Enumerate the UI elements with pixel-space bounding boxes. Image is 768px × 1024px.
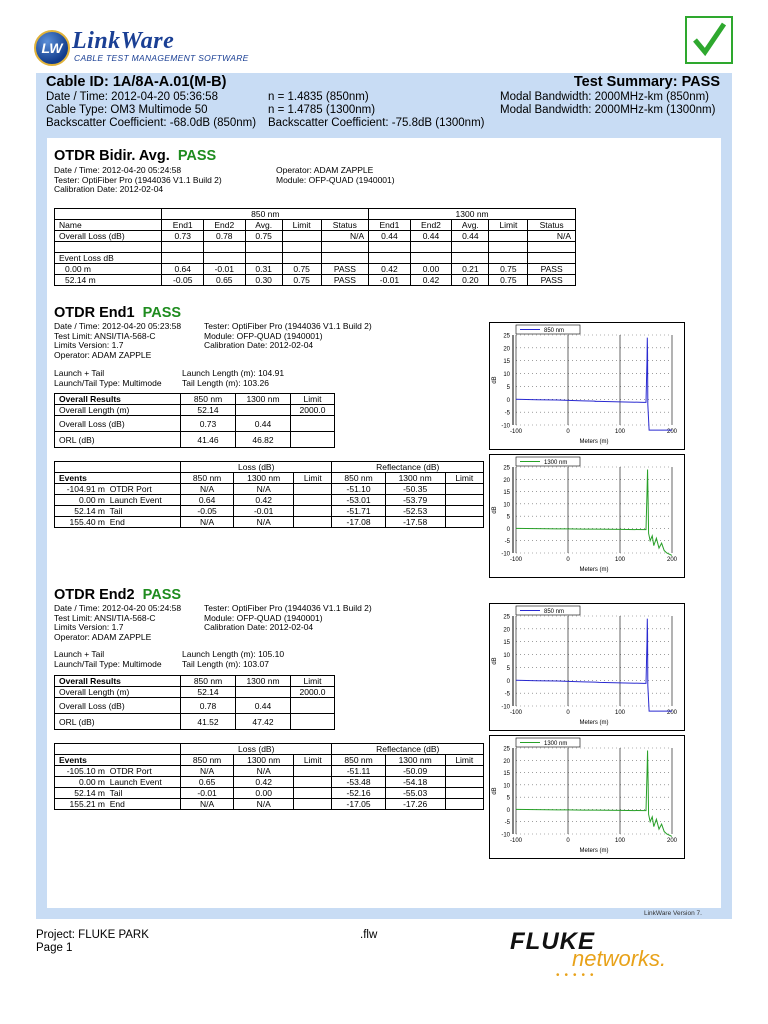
y-tick-label: -10 — [501, 832, 510, 839]
x-tick-label: 200 — [666, 710, 678, 716]
footer-file: .flw — [360, 929, 378, 941]
legend-label: 1300 nm — [544, 741, 568, 747]
y-tick-label: 25 — [503, 465, 510, 472]
y-tick-label: 15 — [503, 359, 510, 366]
table-row: 52.14 m Tail -0.05 -0.01 -51.71 -52.53 — [55, 506, 484, 517]
x-tick-label: 200 — [666, 429, 678, 435]
y-tick-label: 20 — [503, 627, 510, 634]
y-tick-label: 0 — [506, 526, 510, 533]
y-tick-label: 15 — [503, 771, 510, 778]
x-tick-label: 100 — [614, 429, 626, 435]
y-tick-label: 10 — [503, 653, 510, 660]
y-tick-label: 25 — [503, 746, 510, 753]
bidir-info-right: Operator: ADAM ZAPPLE Module: OFP-QUAD (1940001) — [276, 165, 395, 185]
y-tick-label: 0 — [506, 807, 510, 814]
x-tick-label: -100 — [509, 838, 523, 844]
y-axis-label: dB — [492, 506, 498, 514]
linkware-logo-badge: LW — [34, 30, 70, 66]
trace-svg — [490, 455, 684, 577]
x-tick-label: -100 — [509, 710, 523, 716]
end2-status: PASS — [142, 587, 182, 603]
software-version: LinkWare Version 7. — [644, 910, 702, 917]
x-tick-label: 0 — [566, 710, 570, 716]
trace-svg — [490, 323, 684, 449]
table-row: Event Loss dB — [55, 253, 576, 264]
linkware-logo-text: LinkWare — [72, 28, 175, 54]
table-row: 0.00 m Launch Event 0.65 0.42 -53.48 -54.18 — [55, 777, 484, 788]
legend-label: 850 nm — [544, 609, 565, 615]
header-info-middle: n = 1.4835 (850nm) n = 1.4785 (1300nm) Backscatter Coefficient: -75.8dB (1300nm) — [268, 91, 485, 129]
trace-chart-end2-850 — [489, 603, 685, 731]
y-tick-label: 20 — [503, 758, 510, 765]
trace-series-line — [516, 619, 672, 712]
table-row: -105.10 m OTDR Port N/A N/A -51.11 -50.09 — [55, 766, 484, 777]
trace-series-line — [516, 469, 672, 555]
bidir-header-row: Name End1 End2 Avg. Limit Status End1 End2 Avg. Limit Status — [55, 220, 576, 231]
trace-chart-end1-850 — [489, 322, 685, 450]
table-row: 155.40 m End N/A N/A -17.08 -17.58 — [55, 517, 484, 528]
y-tick-label: -10 — [501, 423, 510, 430]
x-tick-label: 100 — [614, 557, 626, 563]
y-tick-label: 20 — [503, 477, 510, 484]
y-tick-label: -10 — [501, 704, 510, 711]
x-tick-label: 100 — [614, 710, 626, 716]
y-axis-label: dB — [492, 787, 498, 795]
y-tick-label: 5 — [506, 795, 510, 802]
y-tick-label: -10 — [501, 551, 510, 558]
table-row: ORL (dB) 41.46 46.82 — [55, 432, 335, 448]
end1-info-right: Tester: OptiFiber Pro (1944036 V1.1 Build 2) Module: OFP-QUAD (1940001) Calibration Date: 2012-02-04 — [204, 321, 372, 350]
trace-chart-end2-1300 — [489, 735, 685, 859]
end1-launch: Launch + Tail Launch/Tail Type: Multimode — [54, 368, 162, 388]
x-tick-label: -100 — [509, 429, 523, 435]
end1-info-left: Date / Time: 2012-04-20 05:23:58 Test Limit: ANSI/TIA-568-C Limits Version: 1.7 Operator: ADAM ZAPPLE — [54, 321, 182, 360]
end1-events-table: Loss (dB) Reflectance (dB) Events 850 nm 1300 nm Limit 850 nm 1300 nm Limit -104.91 m OTDR Port N/A N/A -51.10 -50.35 0.00 m Launch Event 0.64 0.42 -53.01 -53.79 52.14 m Tail -0.05 -0.01 -51.71 -52.53 155.40 m End N/A N/A -17.08 -17.58 — [54, 461, 484, 528]
footer-project: Project: FLUKE PARK Page 1 — [36, 929, 149, 954]
x-tick-label: 0 — [566, 838, 570, 844]
y-tick-label: 5 — [506, 665, 510, 672]
y-tick-label: 0 — [506, 678, 510, 685]
table-row: 52.14 m -0.05 0.65 0.30 0.75 PASS -0.01 0.42 0.20 0.75 PASS — [55, 275, 576, 286]
y-axis-label: dB — [492, 657, 498, 665]
bidir-info-left: Date / Time: 2012-04-20 05:24:58 Tester: OptiFiber Pro (1944036 V1.1 Build 2) Calibration Date: 2012-02-04 — [54, 165, 222, 194]
networks-logo: networks. — [572, 946, 667, 971]
table-row: 0.00 m 0.64 -0.01 0.31 0.75 PASS 0.42 0.00 0.21 0.75 PASS — [55, 264, 576, 275]
end1-status: PASS — [142, 305, 182, 321]
end2-info-left: Date / Time: 2012-04-20 05:24:58 Test Limit: ANSI/TIA-568-C Limits Version: 1.7 Operator: ADAM ZAPPLE — [54, 603, 182, 642]
table-row: ORL (dB) 41.52 47.42 — [55, 714, 335, 730]
x-axis-label: Meters (m) — [579, 848, 609, 854]
y-tick-label: -5 — [504, 410, 510, 417]
pass-check-icon — [685, 16, 733, 64]
bidir-status: PASS — [177, 148, 217, 164]
y-tick-label: 25 — [503, 333, 510, 340]
x-tick-label: 100 — [614, 838, 626, 844]
end2-info-right: Tester: OptiFiber Pro (1944036 V1.1 Build 2) Module: OFP-QUAD (1940001) Calibration Date: 2012-02-04 — [204, 603, 372, 632]
brand-dots: ••••• — [556, 970, 599, 981]
x-axis-label: Meters (m) — [579, 720, 609, 726]
x-tick-label: 200 — [666, 838, 678, 844]
table-row: Overall Loss (dB) 0.73 0.44 — [55, 416, 335, 432]
y-tick-label: 5 — [506, 384, 510, 391]
table-row: 52.14 m Tail -0.01 0.00 -52.16 -55.03 — [55, 788, 484, 799]
y-axis-label: dB — [492, 376, 498, 384]
fluke-logo: FLUKE — [510, 928, 595, 955]
y-tick-label: 5 — [506, 514, 510, 521]
header-info-right: Modal Bandwidth: 2000MHz-km (850nm) Modal Bandwidth: 2000MHz-km (1300nm) — [500, 91, 716, 116]
trace-svg — [490, 604, 684, 730]
x-tick-label: -100 — [509, 557, 523, 563]
bidir-title: OTDR Bidir. Avg. PASS — [54, 148, 217, 164]
linkware-logo-subtitle: CABLE TEST MANAGEMENT SOFTWARE — [74, 53, 249, 63]
table-row: Overall Loss (dB) 0.78 0.44 — [55, 698, 335, 714]
end1-title: OTDR End1 PASS — [54, 305, 182, 321]
end2-lengths: Launch Length (m): 105.10 Tail Length (m): 103.07 — [182, 649, 285, 669]
trace-chart-end1-1300 — [489, 454, 685, 578]
y-tick-label: -5 — [504, 539, 510, 546]
table-row: Overall Length (m) 52.14 2000.0 — [55, 405, 335, 416]
trace-series-line — [516, 750, 672, 836]
end2-overall-table: Overall Results 850 nm 1300 nm Limit Overall Length (m) 52.14 2000.0 Overall Loss (dB) 0.78 0.44 ORL (dB) 41.52 47.42 — [54, 675, 335, 730]
y-tick-label: 0 — [506, 397, 510, 404]
x-tick-label: 0 — [566, 557, 570, 563]
end1-overall-table: Overall Results 850 nm 1300 nm Limit Overall Length (m) 52.14 2000.0 Overall Loss (dB) 0.73 0.44 ORL (dB) 41.46 46.82 — [54, 393, 335, 448]
header-info-left: Date / Time: 2012-04-20 05:36:58 Cable Type: OM3 Multimode 50 Backscatter Coefficient: -68.0dB (850nm) — [46, 91, 257, 129]
x-axis-label: Meters (m) — [579, 567, 609, 573]
cable-id: Cable ID: 1A/8A-A.01(M-B) — [46, 74, 227, 90]
x-tick-label: 200 — [666, 557, 678, 563]
y-tick-label: 10 — [503, 372, 510, 379]
table-row: Overall Loss (dB) 0.73 0.78 0.75 N/A 0.44 0.44 0.44 N/A — [55, 231, 576, 242]
end2-title: OTDR End2 PASS — [54, 587, 182, 603]
table-row: 0.00 m Launch Event 0.64 0.42 -53.01 -53.79 — [55, 495, 484, 506]
table-row: Overall Length (m) 52.14 2000.0 — [55, 687, 335, 698]
y-tick-label: 20 — [503, 346, 510, 353]
y-tick-label: 10 — [503, 502, 510, 509]
trace-series-line — [516, 338, 672, 431]
x-axis-label: Meters (m) — [579, 439, 609, 445]
table-row: -104.91 m OTDR Port N/A N/A -51.10 -50.35 — [55, 484, 484, 495]
y-tick-label: 15 — [503, 640, 510, 647]
legend-label: 1300 nm — [544, 460, 568, 466]
end2-launch: Launch + Tail Launch/Tail Type: Multimode — [54, 649, 162, 669]
trace-svg — [490, 736, 684, 858]
y-tick-label: -5 — [504, 820, 510, 827]
y-tick-label: 15 — [503, 490, 510, 497]
bidir-table: 850 nm 1300 nm Name End1 End2 Avg. Limit Status End1 End2 Avg. Limit Status Overall Loss (dB) 0.73 0.78 0.75 N/A 0.44 0.44 0.44 N/A Event Loss dB 0.00 m 0.64 -0.01 0.31 0.75 PASS 0.42 0.00 0.21 0.75 PASS 52.14 m -0.05 0.65 0.30 0.75 PASS -0.01 0.42 0.20 0.75 PASS — [54, 208, 576, 286]
x-tick-label: 0 — [566, 429, 570, 435]
table-row: 155.21 m End N/A N/A -17.05 -17.26 — [55, 799, 484, 810]
end1-lengths: Launch Length (m): 104.91 Tail Length (m): 103.26 — [182, 368, 285, 388]
y-tick-label: 10 — [503, 783, 510, 790]
y-tick-label: 25 — [503, 614, 510, 621]
end2-events-table: Loss (dB) Reflectance (dB) Events 850 nm 1300 nm Limit 850 nm 1300 nm Limit -105.10 m OTDR Port N/A N/A -51.11 -50.09 0.00 m Launch Event 0.65 0.42 -53.48 -54.18 52.14 m Tail -0.01 0.00 -52.16 -55.03 155.21 m End N/A N/A -17.05 -17.26 — [54, 743, 484, 810]
y-tick-label: -5 — [504, 691, 510, 698]
legend-label: 850 nm — [544, 328, 565, 334]
test-summary: Test Summary: PASS — [573, 74, 720, 90]
